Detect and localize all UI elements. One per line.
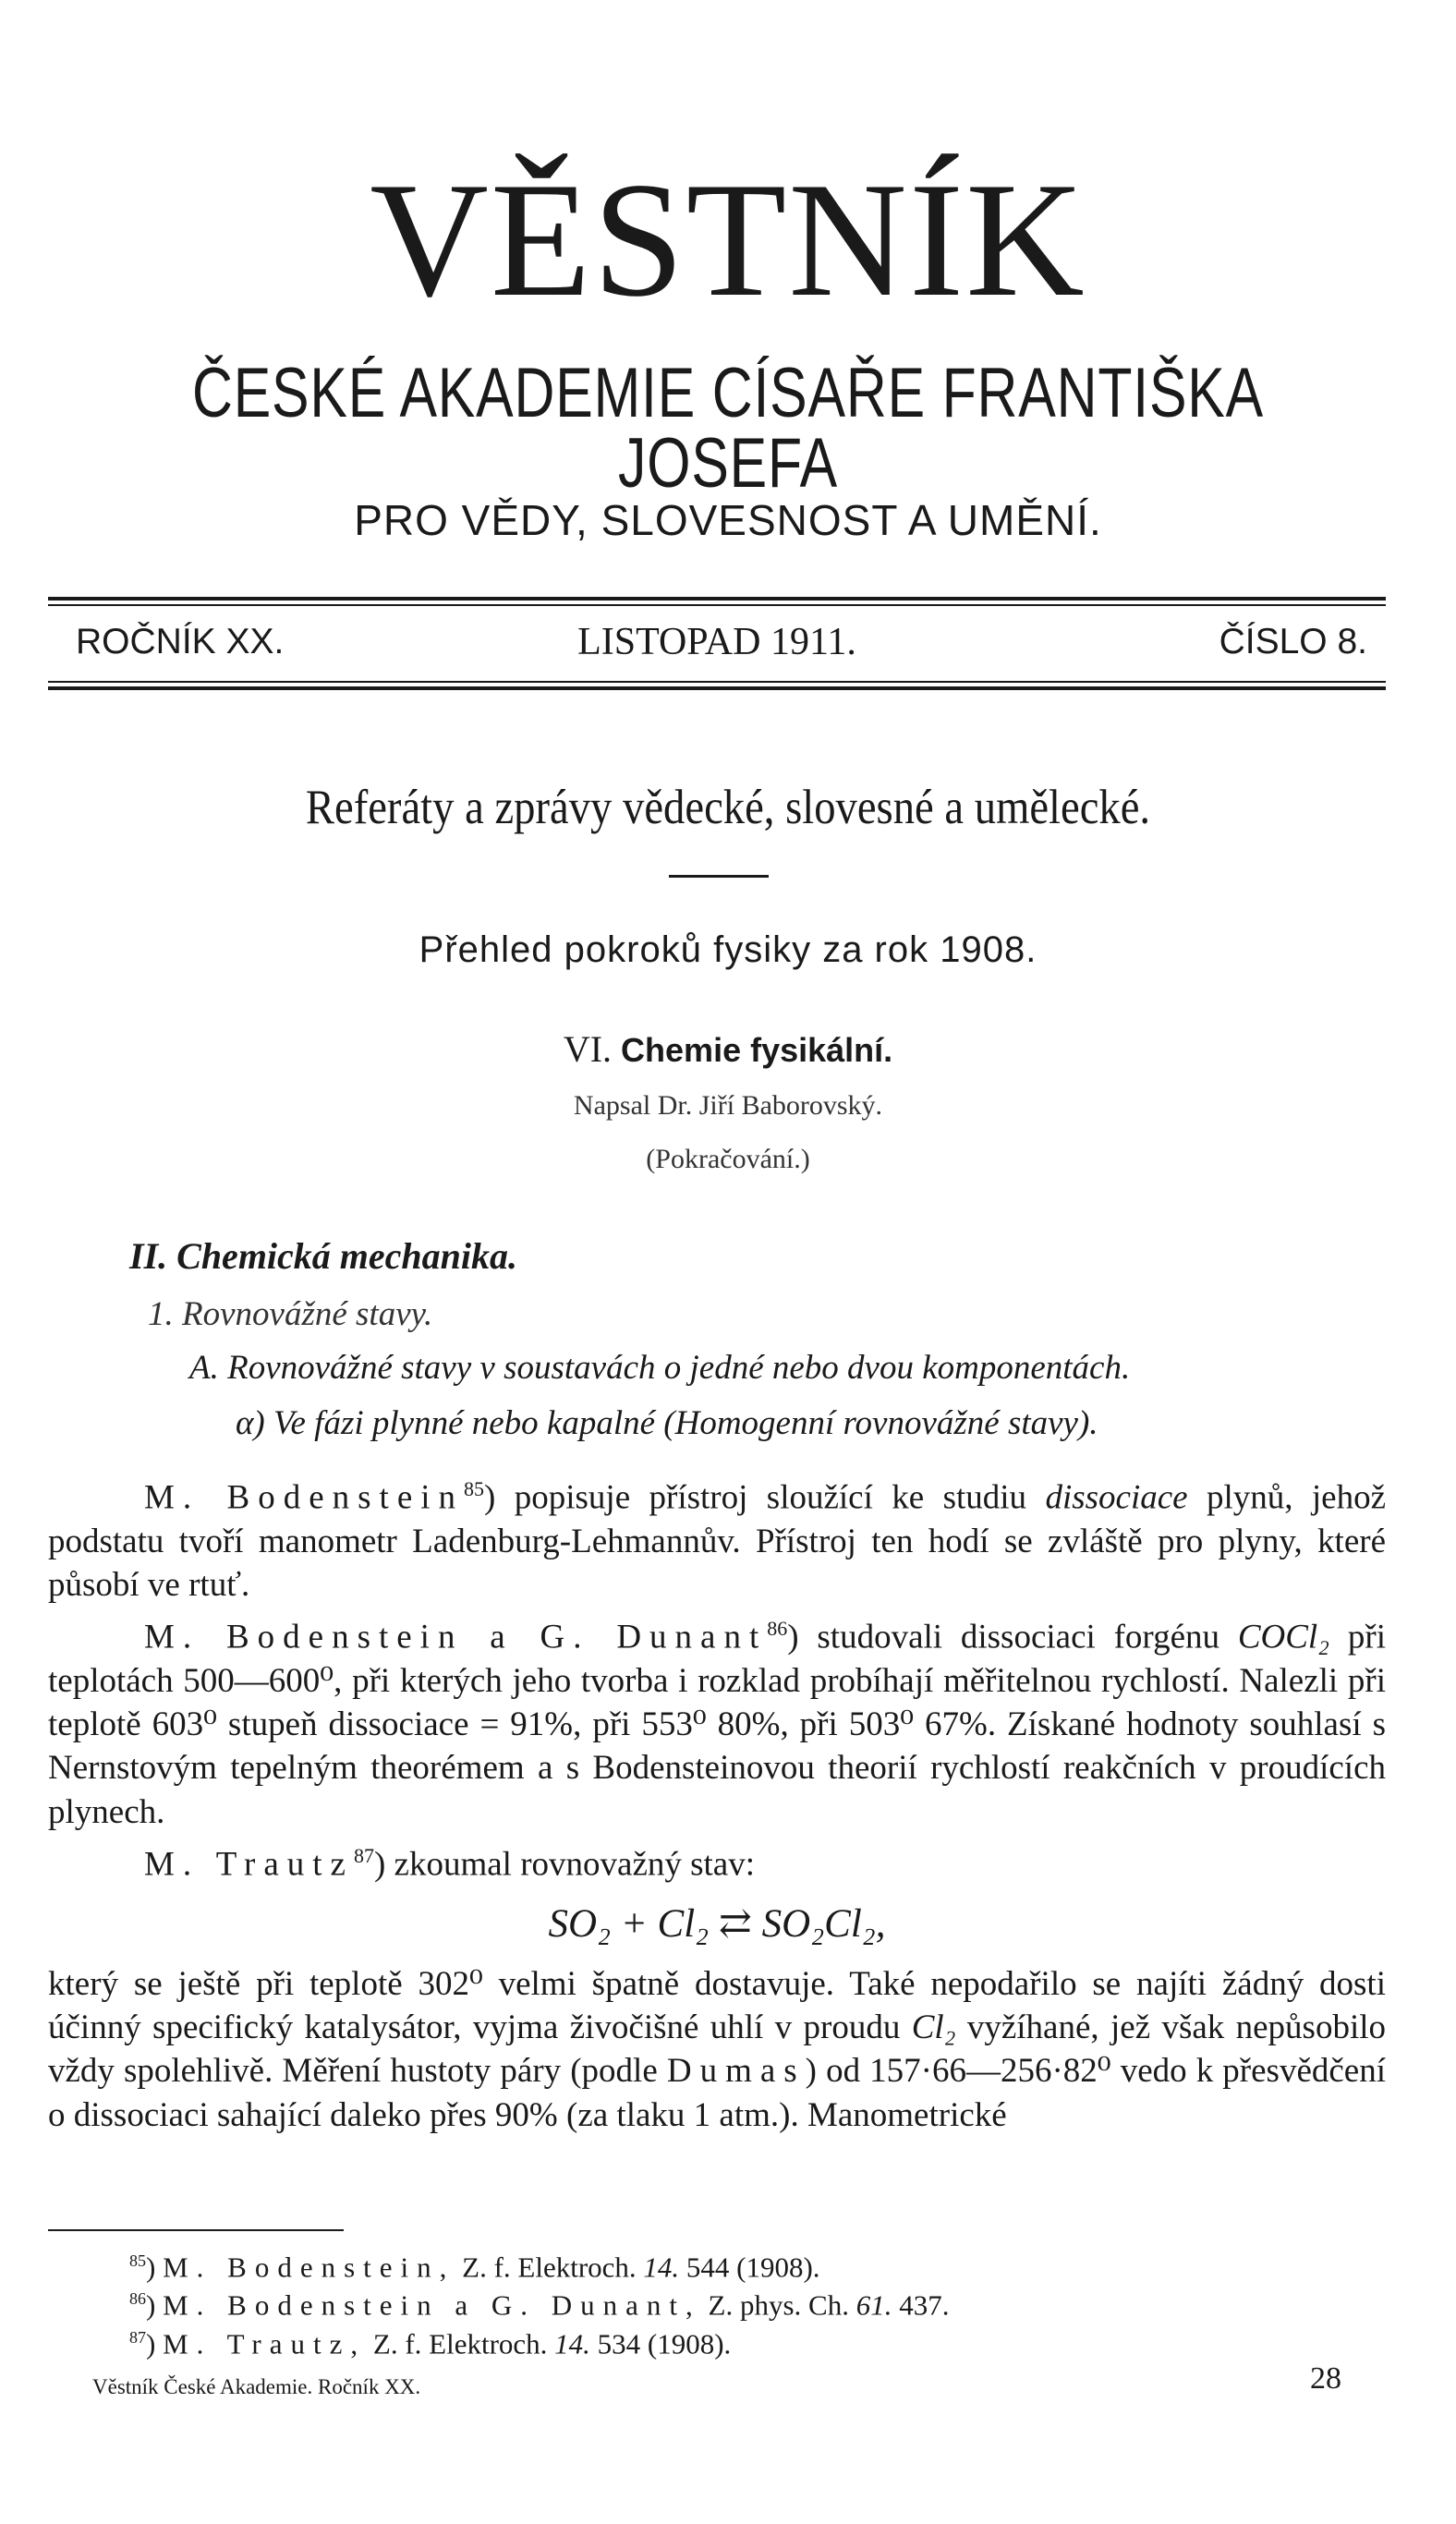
- chapter-title: [0, 1028, 1456, 1070]
- heading-components: A. Rovnovážné stavy v soustavách o jedné nebo dvou komponentách.: [189, 1349, 1131, 1387]
- section-divider: [669, 875, 769, 878]
- author-name: Dumas: [666, 2052, 806, 2091]
- footnote-text: 437.: [892, 2288, 950, 2322]
- chemical-formula: COCl₂: [1237, 1618, 1330, 1656]
- section-heading: Referáty a zprávy vědecké, slovesné a umělecké.: [305, 781, 1151, 834]
- masthead-tagline: PRO VĚDY, SLOVESNOST A UMĚNÍ.: [354, 496, 1102, 544]
- footnote: $^{86}$) M. Bodenstein a G. Dunant, Z. phys. Ch. 61. 437.: [129, 2288, 950, 2322]
- footnote-volume: 14.: [554, 2326, 590, 2360]
- heading-mechanics: II. Chemická mechanika.: [129, 1235, 518, 1277]
- footnote-ref: 87: [353, 1844, 374, 1868]
- paragraph-continuation: [48, 1962, 1386, 2137]
- chemical-formula: Cl₂: [911, 2008, 956, 2046]
- footnote-volume: 14.: [643, 2251, 680, 2284]
- footnote: $^{87}$) M. Trautz, Z. f. Elektroch. 14. 534 (1908).: [129, 2326, 732, 2360]
- masthead-title: VĚSTNÍK: [370, 148, 1086, 331]
- footnote-ref: 86: [767, 1617, 788, 1641]
- continued-note: (Pokračování.): [646, 1144, 810, 1174]
- footnote-number: 85: [129, 2251, 146, 2270]
- chapter-number: VI.: [563, 1028, 613, 1070]
- masthead-subtitle: ČESKÉ AKADEMIE CÍSAŘE FRANTIŠKA JOSEFA: [191, 354, 1265, 503]
- footnote-text: Z. phys. Ch.: [700, 2288, 856, 2322]
- chapter-name: Chemie fysikální.: [621, 1031, 893, 1069]
- footer-journal: Věstník České Akademie. Ročník XX.: [92, 2375, 421, 2398]
- text-span: ) studovali dissociaci forgénu: [787, 1618, 1238, 1656]
- paragraph-bodenstein-dunant: [48, 1607, 1386, 1834]
- footnote-text: Z. f. Elektroch.: [455, 2251, 644, 2284]
- text-span: ) od 157·66—256·82⁰ vedo k přesvědčení o dissociaci sahající daleko přes 90% (za tlaku 1 atm.). Manometrické: [48, 2052, 1386, 2134]
- page-number: 28: [1310, 2361, 1341, 2396]
- footnote-text: 534 (1908).: [589, 2326, 732, 2360]
- author-line: Napsal Dr. Jiří Baborovský.: [573, 1090, 883, 1121]
- top-double-rule-2: [48, 604, 1386, 606]
- text-span: plynů, jehož podstatu tvoří manometr Ladenburg-Lehmannův. Přístroj ten hodí se zvláště pro plyny, které působí ve rtuť.: [48, 1478, 1387, 1604]
- bottom-double-rule-1: [48, 681, 1386, 683]
- paragraph-trautz: [48, 1834, 1386, 1887]
- footnotes: [129, 2245, 949, 2360]
- text-span: vyžíhané, jež však nepůsobilo vždy spolehlivě. Měření hustoty páry (podle: [48, 2008, 1387, 2091]
- footnote-number: 87: [129, 2327, 146, 2347]
- text-span: ) popisuje přístroj sloužící ke studiu: [484, 1478, 1046, 1517]
- author-name: M. Bodenstein a G. Dunant: [144, 1618, 768, 1656]
- heading-equilibria: 1. Rovnovážné stavy.: [148, 1295, 433, 1333]
- text-span: který se ještě při teplotě 302⁰ velmi špatně dostavuje. Také nepodařilo se najíti žádný dosti účinný specifický katalysátor, vyjma živočišné uhlí v proudu: [48, 1964, 1386, 2046]
- article-body: [48, 1467, 1386, 2137]
- emphasis: dissociace: [1045, 1478, 1188, 1517]
- issue-info-row: [48, 610, 1386, 674]
- text-span: ) zkoumal rovnovažný stav:: [373, 1845, 756, 1884]
- footnote-text: 544 (1908).: [679, 2251, 820, 2284]
- paragraph-bodenstein: [48, 1467, 1386, 1607]
- top-double-rule-1: [48, 597, 1386, 601]
- issue-volume: ROČNÍK XX.: [76, 622, 285, 661]
- overview-title: Přehled pokroků fysiky za rok 1908.: [419, 929, 1037, 970]
- footnote-text: Z. f. Elektroch.: [366, 2326, 555, 2360]
- footnote-number: 86: [129, 2289, 146, 2309]
- author-name: M. Trautz: [144, 1845, 354, 1884]
- issue-number: ČÍSLO 8.: [1219, 622, 1367, 661]
- footnote-author: M. Bodenstein,: [163, 2251, 455, 2284]
- footnote-ref: 85: [464, 1477, 485, 1500]
- footnote-author: M. Bodenstein a G. Dunant,: [163, 2288, 701, 2322]
- text-span: při teplotách 500—600⁰, při kterých jeho tvorba i rozklad probíhají měřitelnou rychlostí. Nalezli při teplotě 603⁰ stupeň dissociace = 91%, při 553⁰ 80%, při 503⁰ 67%. Získané hodnoty souhlasí s Nernstovým tepelným theorémem a s Bodensteinovou theorií rychlostí reakčních v proudících plynech.: [48, 1618, 1386, 1831]
- footnote-rule: [48, 2229, 344, 2231]
- bottom-double-rule-2: [48, 686, 1386, 690]
- issue-date: LISTOPAD 1911.: [577, 621, 856, 663]
- footnote-author: M. Trautz,: [163, 2326, 367, 2360]
- heading-phase: α) Ve fázi plynné nebo kapalné (Homogenní rovnovážné stavy).: [236, 1404, 1098, 1442]
- footnote: $^{85}$) M. Bodenstein, Z. f. Elektroch. 14. 544 (1908).: [129, 2251, 820, 2284]
- reaction-equation: SO₂ + Cl₂ ⇄ SO₂Cl₂,: [548, 1901, 886, 1946]
- footnote-volume: 61.: [855, 2288, 892, 2322]
- author-name: M. Bodenstein: [144, 1478, 465, 1517]
